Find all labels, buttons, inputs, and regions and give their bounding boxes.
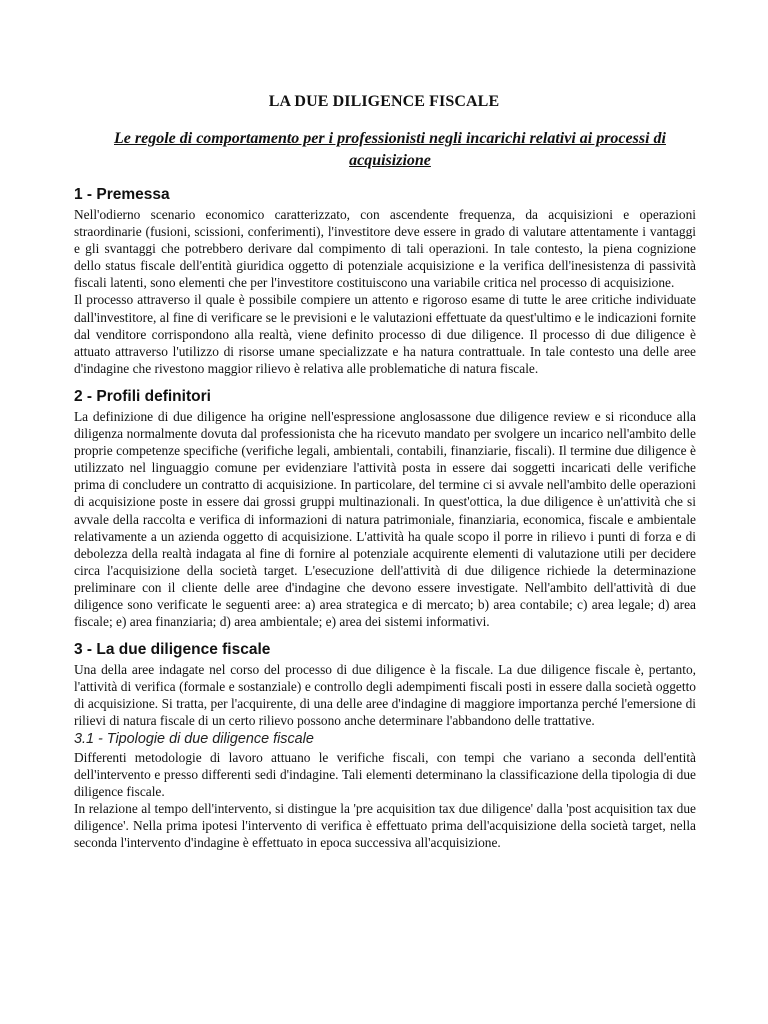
subsection-heading: 3.1 - Tipologie di due diligence fiscale xyxy=(74,730,314,747)
section-premessa xyxy=(74,184,696,377)
paragraph: In relazione al tempo dell'intervento, si distingue la 'pre acquisition tax due diligence' dalla 'post acquisition tax due diligence'. Nella prima ipotesi l'intervento di verifica è effettuato prima dell'acquisizione della società target, nella seconda l'intervento d'indagine è effettuato in epoca successiva all'acquisizione. xyxy=(74,800,696,850)
paragraph: Nell'odierno scenario economico caratterizzato, con ascendente frequenza, da acquisizioni e operazioni straordinarie (fusioni, scissioni, conferimenti), l'investitore deve essere in grado di valutare attentamente i vantaggi e gli svantaggi che potrebbero derivare dal compimento di tali operazioni. In tale contesto, la piena cognizione dello status fiscale dell'entità giuridica oggetto di potenziale acquisizione e la verifica dell'inesistenza di passività fiscali latenti, sono elementi che per l'investitore costituiscono una variabile critica nel processo di acquisizione. xyxy=(74,207,696,291)
paragraph: Il processo attraverso il quale è possibile compiere un attento e rigoroso esame di tutte le aree critiche individuate dall'investitore, al fine di verificare se le previsioni e le valutazioni effettuate da quest'ultimo e le indicazioni fornite dal venditore corrispondono alla realtà, viene definito processo di due diligence. Il processo di due diligence è attuato attraverso l'utilizzo di risorse umane specializzate e ha natura contrattuale. In tale contesto una delle aree d'indagine che rivestono maggior rilievo è relativa alle problematiche di natura fiscale. xyxy=(74,292,696,376)
section-profili-definitori xyxy=(74,386,696,630)
document-subtitle: Le regole di comportamento per i professionisti negli incarichi relativi ai processi di acquisizione xyxy=(114,130,666,169)
paragraph: Differenti metodologie di lavoro attuano le verifiche fiscali, con tempi che variano a seconda dell'entità dell'intervento e presso differenti sedi d'indagine. Tali elementi determinano la classificazione della tipologia di due diligence fiscale. xyxy=(74,749,696,799)
section-heading: 1 - Premessa xyxy=(74,186,170,203)
document-body xyxy=(74,184,696,860)
paragraph: Una della aree indagate nel corso del processo di due diligence è la fiscale. La due diligence fiscale è, pertanto, l'attività di verifica (formale e sostanziale) e controllo degli adempimenti fiscali posti in essere dalla società oggetto di acquisizione. Si tratta, per l'acquirente, di una delle aree d'indagine di maggiore importanza perché l'emersione di rilievi di natura fiscale di un certo rilievo possono anche determinare l'abbandono delle trattative. xyxy=(74,662,696,729)
paragraph: La definizione di due diligence ha origine nell'espressione anglosassone due diligence review e si riconduce alla diligenza normalmente dovuta dal professionista che ha ricevuto mandato per svolgere un incarico nell'ambito delle proprie competenze specifiche (verifiche legali, ambientali, contabili, finanziarie, fiscali). Il termine due diligence è utilizzato nel linguaggio comune per evidenziare l'attività posta in essere dai soggetti incaricati delle verifiche prima di concludere un contratto di acquisizione. In particolare, del termine ci si avvale nell'ambito delle operazioni di acquisizione poste in essere dai grossi gruppi multinazionali. In quest'ottica, la due diligence è un'attività che si avvale della raccolta e verifica di informazioni di natura patrimoniale, finanziaria, economica, fiscale e ambientale relativamente a un azienda oggetto di acquisizione. L'attività ha quale scopo il porre in rilievo i punti di forza e di debolezza della realtà indagata al fine di fornire al potenziale acquirente elementi di valutazione utili per decidere circa l'acquisizione della società target. L'esecuzione dell'attività di due diligence richiede la determinazione preliminare con il cliente delle aree d'indagine che devono essere investigate. Nell'ambito dell'attività di due diligence sono verificate le seguenti aree: a) area strategica e di mercato; b) area contabile; c) area legale; d) area fiscale; e) area finanziaria; d) area ambientale; e) area dei sistemi informativi. xyxy=(74,408,696,630)
section-heading: 2 - Profili definitori xyxy=(74,387,211,405)
section-heading: 3 - La due diligence fiscale xyxy=(74,641,271,659)
section-due-diligence-fiscale xyxy=(74,639,696,851)
document-title: LA DUE DILIGENCE FISCALE xyxy=(268,93,500,110)
